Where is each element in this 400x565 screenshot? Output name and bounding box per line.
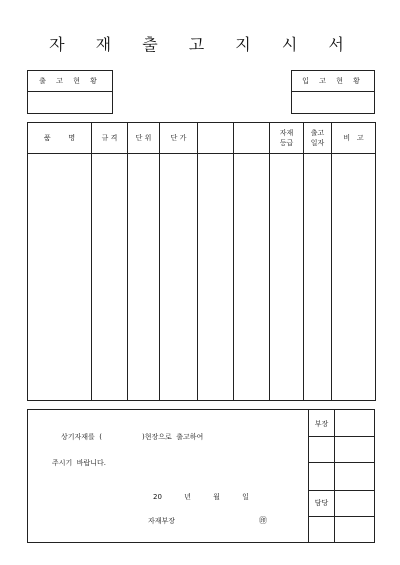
col-header-item-name: 품 명: [28, 123, 92, 154]
approval-divider: [334, 410, 335, 542]
manager-label: 부장: [314, 420, 329, 428]
col-header-blank-2: [234, 123, 270, 154]
incoming-status-box: [291, 70, 375, 114]
approval-line: [309, 516, 374, 517]
approval-line: [309, 436, 374, 437]
date-line: 20 년 월 일: [153, 493, 249, 501]
instruction-block: [27, 409, 375, 543]
outgoing-status-label: 출 고 현 황: [28, 71, 112, 92]
table-header-row: [28, 123, 376, 154]
col-header-remarks: 비 고: [332, 123, 376, 154]
cell-material-grade[interactable]: [270, 154, 304, 401]
col-header-unit: 단 위: [128, 123, 160, 154]
col-header-unit-price: 단 가: [160, 123, 198, 154]
cell-unit-price[interactable]: [160, 154, 198, 401]
cell-blank-2[interactable]: [234, 154, 270, 401]
material-manager-label: 자재부장: [148, 517, 176, 525]
instruction-line-1: 상기자재를 ( )현장으로 출고하여: [61, 433, 204, 441]
col-header-release-date: 출고 일자: [304, 123, 332, 154]
cell-remarks[interactable]: [332, 154, 376, 401]
table-body-row: [28, 154, 376, 401]
approval-line: [309, 490, 374, 491]
cell-release-date[interactable]: [304, 154, 332, 401]
cell-spec[interactable]: [92, 154, 128, 401]
col-header-blank-1: [198, 123, 234, 154]
approval-panel: [308, 410, 374, 542]
outgoing-status-box: [27, 70, 113, 114]
approval-line: [309, 462, 374, 463]
item-table: [27, 122, 376, 401]
col-header-material-grade: 자재 등급: [270, 123, 304, 154]
seal-mark: ㊞: [259, 516, 267, 525]
instruction-line-2: 주시기 바랍니다.: [52, 459, 107, 467]
cell-blank-1[interactable]: [198, 154, 234, 401]
staff-label: 담당: [314, 499, 329, 507]
cell-unit[interactable]: [128, 154, 160, 401]
document-title: 자 재 출 고 지 시 서: [49, 35, 357, 54]
col-header-spec: 규 격: [92, 123, 128, 154]
cell-item-name[interactable]: [28, 154, 92, 401]
incoming-status-label: 입 고 현 황: [292, 71, 374, 92]
